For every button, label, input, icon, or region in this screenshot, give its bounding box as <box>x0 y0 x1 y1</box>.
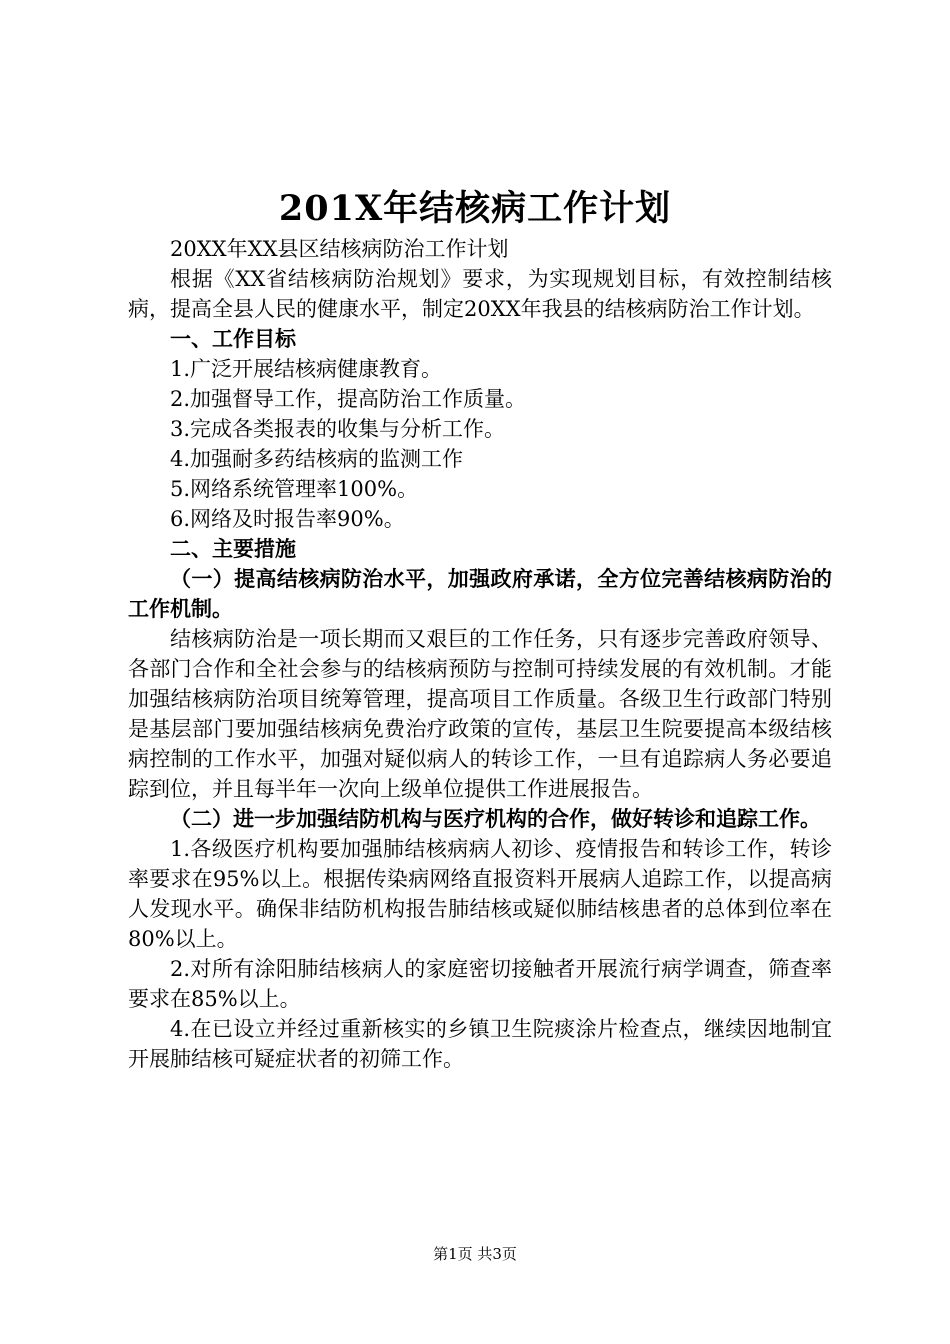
section-heading-goals: 一、工作目标 <box>170 326 296 351</box>
goal-item: 2.加强督导工作，提高防治工作质量。 <box>170 387 527 411</box>
intro-paragraph: 根据《XX省结核病防治规划》要求，为实现规划目标，有效控制结核病，提高全县人民的健康水平，制定20XX年我县的结核病防治工作计划。 <box>128 267 832 321</box>
document-body <box>128 234 832 1074</box>
subsection-heading-1: （一）提高结核病防治水平，加强政府承诺，全方位完善结核病防治的工作机制。 <box>128 566 832 621</box>
subsection-heading-2: （二）进一步加强结防机构与医疗机构的合作，做好转诊和追踪工作。 <box>170 806 821 831</box>
measure-item: 4.在已设立并经过重新核实的乡镇卫生院痰涂片检查点，继续因地制宜开展肺结核可疑症状者的初筛工作。 <box>128 1017 832 1071</box>
goal-item: 4.加强耐多药结核病的监测工作 <box>170 447 464 471</box>
goal-item: 1.广泛开展结核病健康教育。 <box>170 357 443 381</box>
section-heading-measures: 二、主要措施 <box>170 536 296 561</box>
body-paragraph: 结核病防治是一项长期而又艰巨的工作任务，只有逐步完善政府领导、各部门合作和全社会参与的结核病预防与控制可持续发展的有效机制。才能加强结核病防治项目统筹管理，提高项目工作质量。各级卫生行政部门特别是基层部门要加强结核病免费治疗政策的宣传，基层卫生院要提高本级结核病控制的工作水平，加强对疑似病人的转诊工作，一旦有追踪病人务必要追踪到位，并且每半年一次向上级单位提供工作进展报告。 <box>128 627 832 801</box>
plan-subtitle: 20XX年XX县区结核病防治工作计划 <box>170 237 509 261</box>
goal-item: 5.网络系统管理率100%。 <box>170 477 419 501</box>
document-title: 201X年结核病工作计划 <box>278 188 672 229</box>
measure-item: 2.对所有涂阳肺结核病人的家庭密切接触者开展流行病学调查，筛查率要求在85%以上。 <box>128 957 832 1011</box>
goal-item: 6.网络及时报告率90%。 <box>170 507 405 531</box>
goal-item: 3.完成各类报表的收集与分析工作。 <box>170 417 506 441</box>
measure-item: 1.各级医疗机构要加强肺结核病病人初诊、疫情报告和转诊工作，转诊率要求在95%以上。根据传染病网络直报资料开展病人追踪工作，以提高病人发现水平。确保非结防机构报告肺结核或疑似肺结核患者的总体到位率在80%以上。 <box>128 837 832 951</box>
page-footer: 第1页 共3页 <box>433 1245 517 1263</box>
